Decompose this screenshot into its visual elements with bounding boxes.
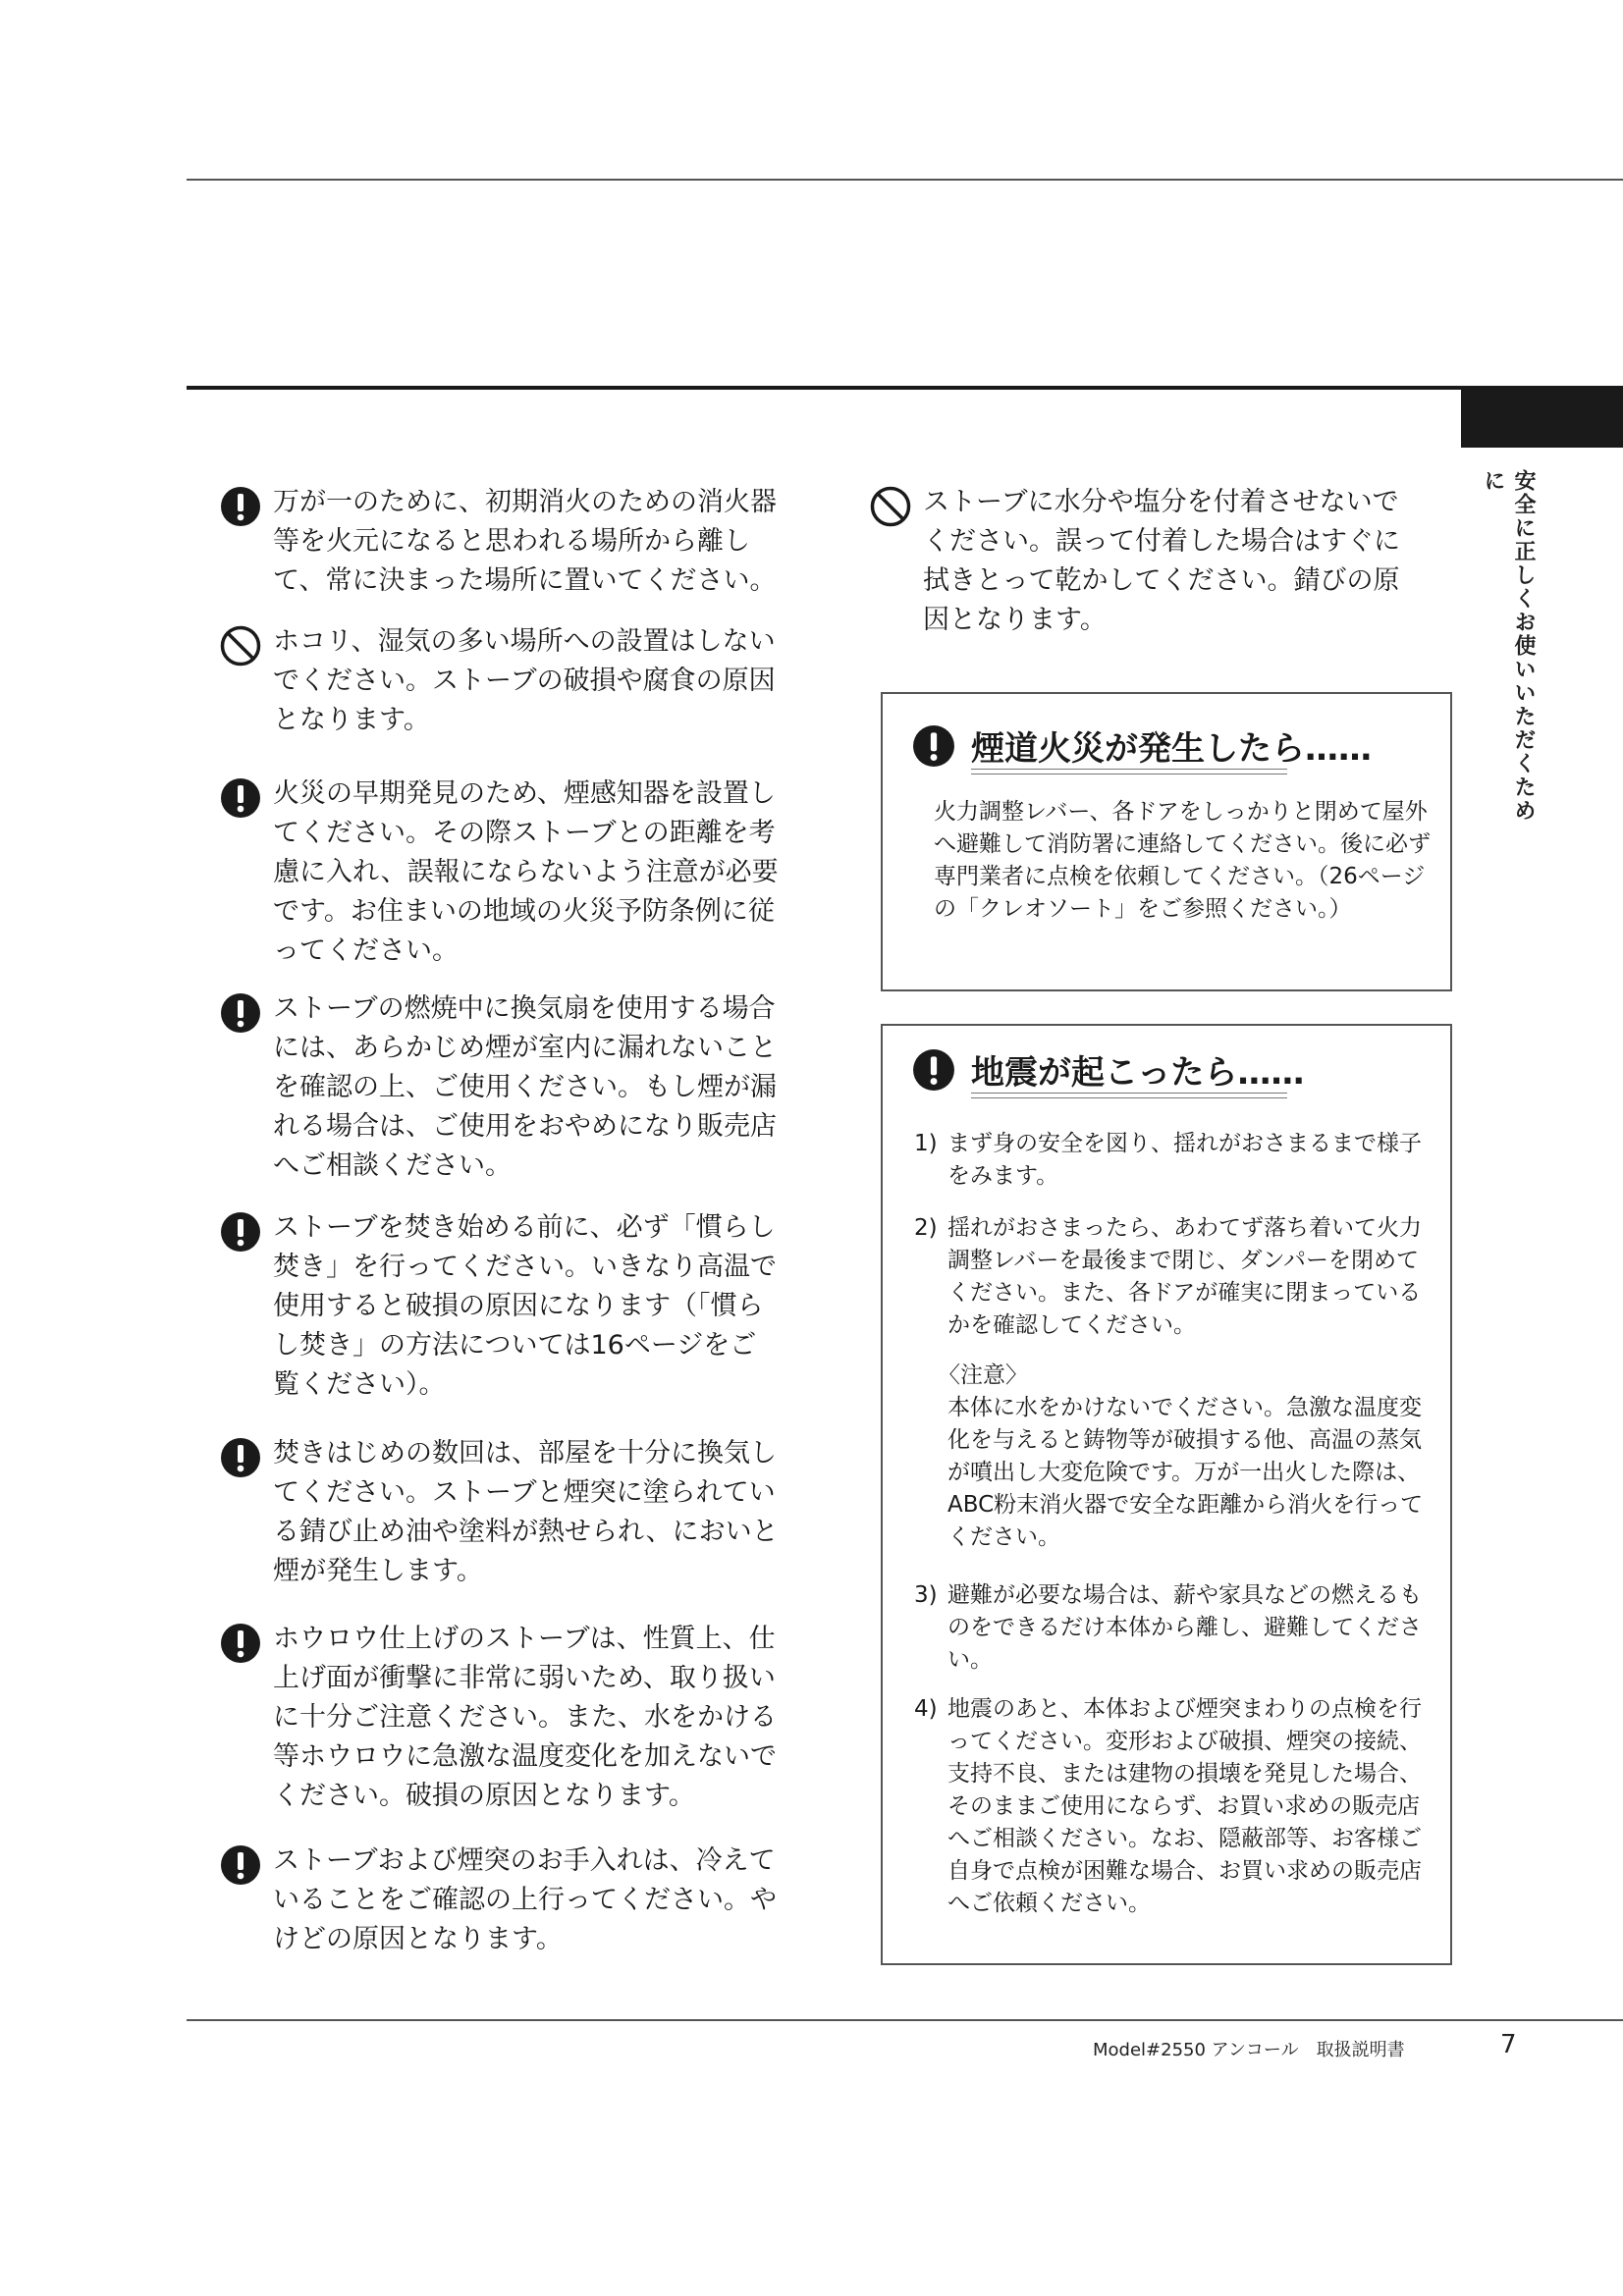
item-text: 火災の早期発見のため、煙感知器を設置してください。その際ストーブとの距離を考慮に入れ、誤報にならないよう注意が必要です。お住まいの地域の火災予防条例に従ってください。 bbox=[273, 778, 779, 966]
box-title-underline bbox=[971, 769, 1287, 774]
caution-item-initial-ventilation bbox=[220, 1434, 780, 1591]
footer-model-title: Model#2550 アンコール 取扱説明書 bbox=[1093, 2040, 1405, 2060]
caution-item-smoke-detector bbox=[220, 774, 780, 971]
item-text: ストーブおよび煙突のお手入れは、冷えていることをご確認の上行ってください。やけどの原因となります。 bbox=[273, 1845, 777, 1954]
section-side-title: 安全に正しくお使いいただくために bbox=[1481, 469, 1537, 823]
step-text: 地震のあと、本体および煙突まわりの点検を行ってください。変形および破損、煙突の接続、支持不良、または建物の損壊を発見した場合、そのままご使用にならず、お買い求めの販売店へご相談ください。なお、隠蔽部等、お客様ご自身で点検が困難な場合、お買い求めの販売店へご依頼ください。 bbox=[947, 1696, 1422, 1916]
prohibited-icon bbox=[870, 486, 911, 527]
page-number: 7 bbox=[1500, 2030, 1517, 2059]
item-text: ホウロウ仕上げのストーブは、性質上、仕上げ面が衝撃に非常に弱いため、取り扱いに十分ご注意ください。また、水をかける等ホウロウに急激な温度変化を加えないでください。破損の原因となります。 bbox=[273, 1624, 777, 1811]
caution-exclamation-icon bbox=[220, 992, 261, 1034]
step-item bbox=[914, 1212, 1434, 1342]
caution-exclamation-icon bbox=[220, 1211, 261, 1253]
box-title: 煙道火災が発生したら…… bbox=[971, 729, 1372, 769]
item-text: ストーブに水分や塩分を付着させないでください。誤って付着した場合はすぐに拭きとって乾かしてください。錆びの原因となります。 bbox=[923, 487, 1400, 635]
item-text: 万が一のために、初期消火のための消火器等を火元になると思われる場所から離して、常に決まった場所に置いてください。 bbox=[273, 487, 777, 596]
step-text: まず身の安全を図り、揺れがおさまるまで様子をみます。 bbox=[947, 1131, 1422, 1189]
box-title-underline bbox=[971, 1093, 1287, 1098]
caution-exclamation-icon bbox=[220, 1623, 261, 1664]
caution-exclamation-icon bbox=[912, 724, 955, 768]
section-header-rule bbox=[187, 386, 1463, 390]
step-number: 2) bbox=[914, 1215, 938, 1241]
note-text: 本体に水をかけないでください。急激な温度変化を与えると鋳物等が破損する他、高温の蒸気が噴出し大変危険です。万が一出火した際は、ABC粉末消火器で安全な距離から消火を行ってください。 bbox=[947, 1395, 1424, 1550]
step-number: 4) bbox=[914, 1696, 938, 1722]
caution-item-break-in-burn bbox=[220, 1208, 780, 1405]
step-text: 揺れがおさまったら、あわてず落ち着いて火力調整レバーを最後まで閉じ、ダンパーを閉めてください。また、各ドアが確実に閉まっているかを確認してください。 bbox=[947, 1215, 1422, 1338]
step-number: 1) bbox=[914, 1131, 938, 1156]
caution-exclamation-icon bbox=[220, 777, 261, 819]
caution-item-ventilation-fan bbox=[220, 989, 780, 1186]
box-heading bbox=[912, 721, 1372, 770]
step-number: 3) bbox=[914, 1582, 938, 1608]
item-text: 焚きはじめの数回は、部屋を十分に換気してください。ストーブと煙突に塗られている錆び止め油や塗料が熱せられ、においと煙が発生します。 bbox=[273, 1438, 779, 1586]
box-title: 地震が起こったら…… bbox=[971, 1053, 1305, 1093]
item-text: ストーブの燃焼中に換気扇を使用する場合には、あらかじめ煙が室内に漏れないことを確認の上、ご使用ください。もし煙が漏れる場合は、ご使用をおやめになり販売店へご相談ください。 bbox=[273, 993, 777, 1181]
prohibit-item-humidity bbox=[220, 622, 780, 740]
section-tab-marker bbox=[1461, 386, 1623, 448]
item-text: ストーブを焚き始める前に、必ず「慣らし焚き」を行ってください。いきなり高温で使用すると破損の原因になります（「慣らし焚き」の方法については16ページをご覧ください）。 bbox=[273, 1212, 777, 1400]
step-item bbox=[914, 1693, 1434, 1920]
step-item bbox=[914, 1579, 1434, 1677]
item-text: ホコリ、湿気の多い場所への設置はしないでください。ストーブの破損や腐食の原因となります。 bbox=[273, 626, 776, 735]
top-rule bbox=[187, 179, 1623, 181]
caution-exclamation-icon bbox=[220, 1437, 261, 1478]
caution-exclamation-icon bbox=[220, 486, 261, 527]
step-item bbox=[914, 1128, 1434, 1193]
caution-item-fire-extinguisher bbox=[220, 483, 780, 601]
prohibit-item-moisture-salt bbox=[870, 483, 1422, 640]
step-text: 避難が必要な場合は、薪や家具などの燃えるものをできるだけ本体から離し、避難してください。 bbox=[947, 1582, 1422, 1673]
bottom-rule bbox=[187, 2019, 1623, 2021]
chimney-fire-box bbox=[881, 692, 1452, 991]
prohibited-icon bbox=[220, 625, 261, 667]
box-heading bbox=[912, 1045, 1304, 1094]
caution-exclamation-icon bbox=[220, 1844, 261, 1886]
caution-item-enamel-finish bbox=[220, 1620, 780, 1816]
note-heading: 〈注意〉 bbox=[938, 1362, 1028, 1388]
caution-exclamation-icon bbox=[912, 1048, 955, 1092]
earthquake-box bbox=[881, 1024, 1452, 1965]
box-body: 火力調整レバー、各ドアをしっかりと閉めて屋外へ避難して消防署に連絡してください。後に必ず専門業者に点検を依頼してください。（26ページの「クレオソート」をご参照ください。） bbox=[934, 799, 1431, 922]
caution-item-cleaning bbox=[220, 1842, 780, 1959]
